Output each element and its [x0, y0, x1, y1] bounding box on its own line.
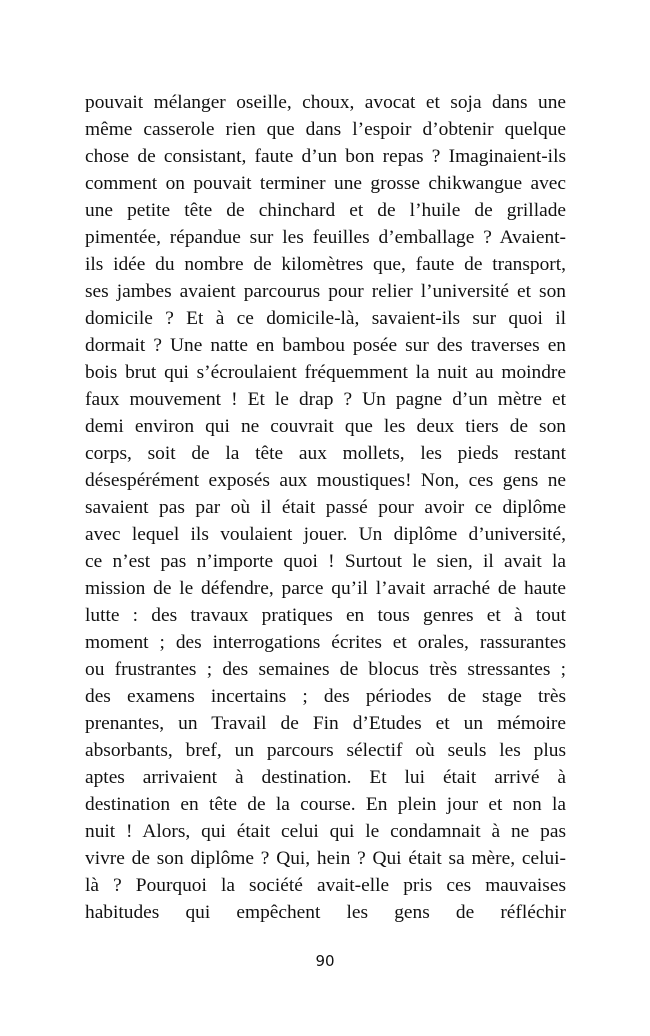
- text-line: ils idée du nombre de kilomètres que, faute de transport,: [85, 254, 566, 275]
- text-line: prenantes, un Travail de Fin d’Etudes et un mémoire: [85, 713, 566, 734]
- text-line: bois brut qui s’écroulaient fréquemment la nuit au moindre: [85, 362, 566, 383]
- text-line: pouvait mélanger oseille, choux, avocat et soja dans une: [85, 92, 566, 113]
- text-line: aptes arrivaient à destination. Et lui était arrivé à: [85, 767, 566, 788]
- body-text: [85, 89, 566, 926]
- page-number: 90: [315, 952, 335, 970]
- text-line: lutte : des travaux pratiques en tous genres et à tout: [85, 605, 566, 626]
- text-line: mission de le défendre, parce qu’il l’avait arraché de haute: [85, 578, 566, 599]
- text-line: pimentée, répandue sur les feuilles d’emballage ? Avaient-: [85, 227, 566, 248]
- text-line: désespérément exposés aux moustiques! Non, ces gens ne: [85, 470, 566, 491]
- text-line: là ? Pourquoi la société avait-elle pris ces mauvaises: [85, 875, 566, 896]
- text-line: même casserole rien que dans l’espoir d’obtenir quelque: [85, 119, 566, 140]
- text-line: corps, soit de la tête aux mollets, les pieds restant: [85, 443, 566, 464]
- text-line: faux mouvement ! Et le drap ? Un pagne d’un mètre et: [85, 389, 566, 410]
- text-line: comment on pouvait terminer une grosse chikwangue avec: [85, 173, 566, 194]
- text-line: vivre de son diplôme ? Qui, hein ? Qui était sa mère, celui-: [85, 848, 566, 869]
- text-line: savaient pas par où il était passé pour avoir ce diplôme: [85, 497, 566, 518]
- text-line: moment ; des interrogations écrites et orales, rassurantes: [85, 632, 566, 653]
- text-line: destination en tête de la course. En plein jour et non la: [85, 794, 566, 815]
- text-line: ses jambes avaient parcourus pour relier l’université et son: [85, 281, 566, 302]
- text-line: habitudes qui empêchent les gens de réfléchir: [85, 902, 566, 923]
- text-line: absorbants, bref, un parcours sélectif où seuls les plus: [85, 740, 566, 761]
- text-line: domicile ? Et à ce domicile-là, savaient-ils sur quoi il: [85, 308, 566, 329]
- text-line: ou frustrantes ; des semaines de blocus très stressantes ;: [85, 659, 566, 680]
- text-line: ce n’est pas n’importe quoi ! Surtout le sien, il avait la: [85, 551, 566, 572]
- text-line: nuit ! Alors, qui était celui qui le condamnait à ne pas: [85, 821, 566, 842]
- text-line: dormait ? Une natte en bambou posée sur des traverses en: [85, 335, 566, 356]
- text-line: une petite tête de chinchard et de l’huile de grillade: [85, 200, 566, 221]
- text-line: chose de consistant, faute d’un bon repas ? Imaginaient-ils: [85, 146, 566, 167]
- text-line: des examens incertains ; des périodes de stage très: [85, 686, 566, 707]
- text-line: avec lequel ils voulaient jouer. Un diplôme d’université,: [85, 524, 566, 545]
- text-line: demi environ qui ne couvrait que les deux tiers de son: [85, 416, 566, 437]
